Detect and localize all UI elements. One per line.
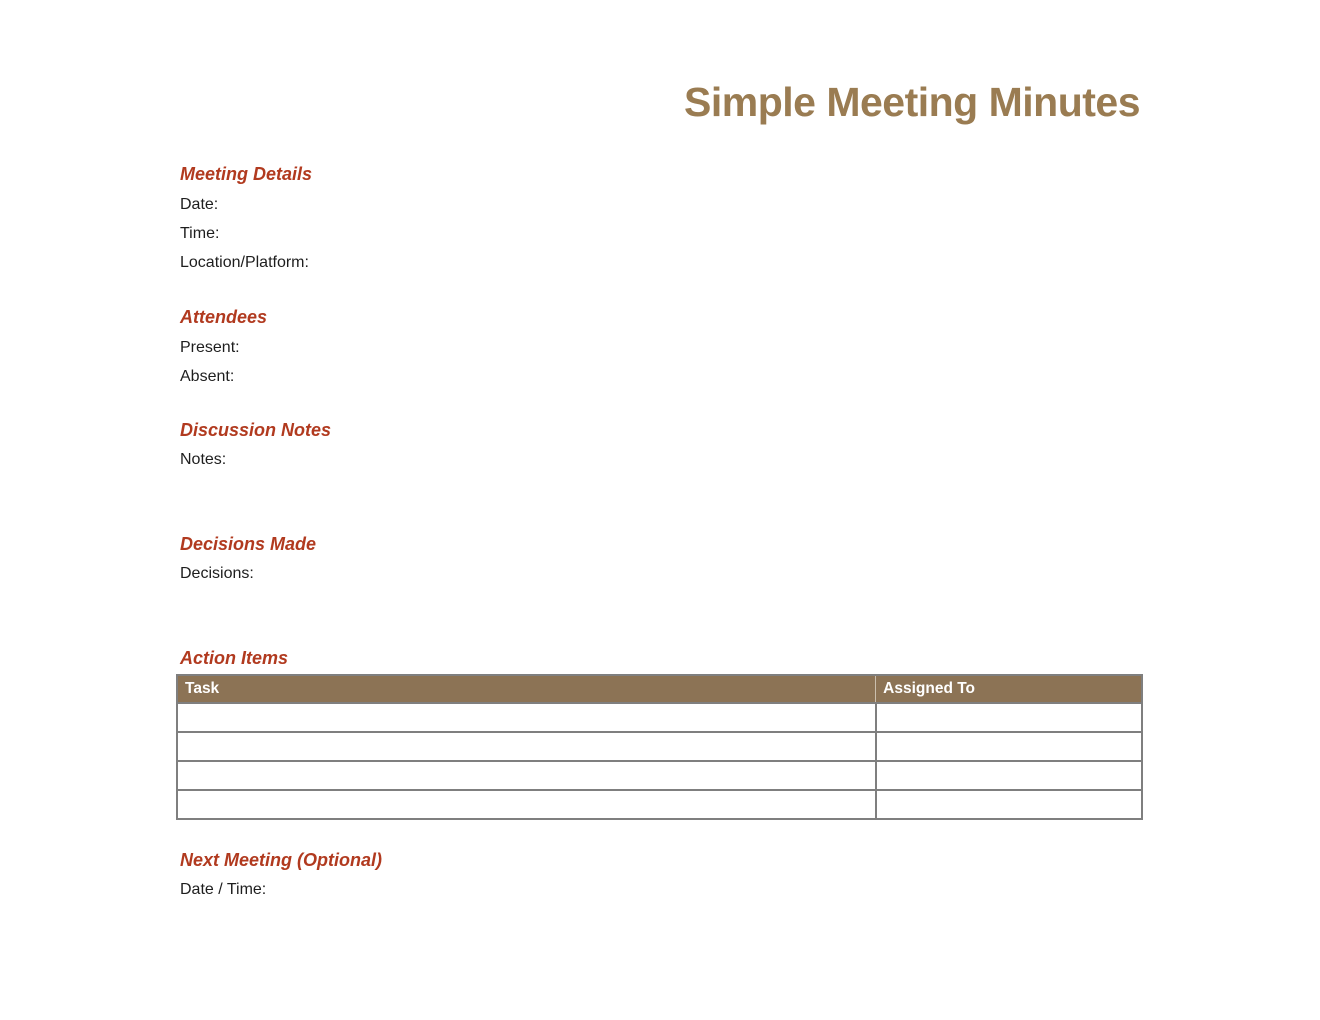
table-cell-assigned-to bbox=[876, 732, 1142, 761]
field-label-next-date-time: Date / Time: bbox=[180, 881, 267, 898]
section-heading-attendees: Attendees bbox=[180, 307, 268, 327]
table-cell-task bbox=[177, 732, 876, 761]
document-title: Simple Meeting Minutes bbox=[684, 79, 1140, 125]
table-cell-assigned-to bbox=[876, 790, 1142, 819]
field-label-time: Time: bbox=[180, 225, 220, 242]
section-heading-decisions-made: Decisions Made bbox=[180, 534, 317, 554]
section-heading-action-items: Action Items bbox=[180, 648, 289, 668]
table-row bbox=[177, 790, 1142, 819]
field-label-location-platform: Location/Platform: bbox=[180, 254, 309, 271]
section-heading-next-meeting: Next Meeting (Optional) bbox=[180, 850, 382, 870]
action-items-table bbox=[176, 674, 1143, 820]
table-cell-task bbox=[177, 703, 876, 732]
field-label-decisions: Decisions: bbox=[180, 565, 254, 582]
section-heading-meeting-details: Meeting Details bbox=[180, 164, 313, 184]
table-row bbox=[177, 732, 1142, 761]
column-header-task: Task bbox=[177, 675, 876, 703]
table-row bbox=[177, 761, 1142, 790]
field-label-notes: Notes: bbox=[180, 451, 227, 468]
table-cell-task bbox=[177, 790, 876, 819]
table-cell-task bbox=[177, 761, 876, 790]
section-heading-discussion-notes: Discussion Notes bbox=[180, 420, 332, 440]
field-label-present: Present: bbox=[180, 339, 240, 356]
table-cell-assigned-to bbox=[876, 703, 1142, 732]
field-label-date: Date: bbox=[180, 196, 219, 213]
table-header-row bbox=[177, 675, 1142, 703]
column-header-assigned-to: Assigned To bbox=[876, 675, 1142, 703]
table-row bbox=[177, 703, 1142, 732]
table-cell-assigned-to bbox=[876, 761, 1142, 790]
field-label-absent: Absent: bbox=[180, 368, 235, 385]
